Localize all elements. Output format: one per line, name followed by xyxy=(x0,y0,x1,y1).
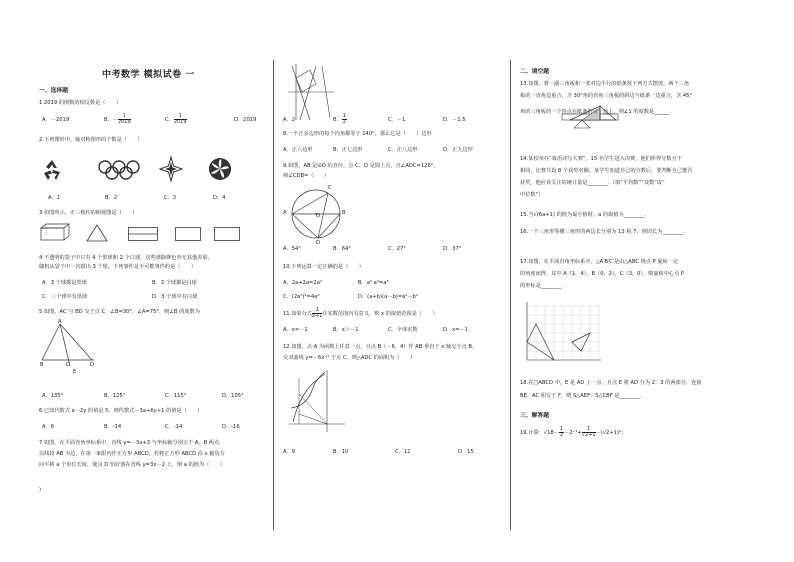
section-heading-fill-blank: 二、填空题 xyxy=(520,69,549,75)
q1-option-b xyxy=(104,114,131,125)
q5-option-d: D．105° xyxy=(222,393,244,399)
q7-option-a: A．2 xyxy=(283,117,296,123)
q8-option-d: D．正九边形 xyxy=(443,147,473,153)
question-15: 15.当√(6a+1) 的值为最小值时，a 的取值为________. xyxy=(520,212,647,218)
page-title: 中考数学 模拟试卷 一 xyxy=(102,70,195,80)
q6-option-d: D．-16 xyxy=(222,424,240,430)
q11-text-a: 11.如果分式 xyxy=(283,311,312,317)
q8-option-b: B．正七边形 xyxy=(333,147,363,153)
question-19 xyxy=(520,427,626,438)
q4-option-a: A．3 个球都是黑球 xyxy=(42,280,87,286)
q12-option-c: C．12 xyxy=(395,449,411,455)
q2-option-a: A．1 xyxy=(48,195,61,201)
q12-option-b: B．10 xyxy=(333,449,349,455)
q3-option-d-rectangle xyxy=(214,227,240,241)
q11-fraction: $\frac{1}{x+1}$ xyxy=(312,307,323,319)
q11-text-b: 在实数范围内有意义，则 x 的取值范围是（ ） xyxy=(322,311,438,317)
question-14-line-1: 14.某校举办“戏语诗写大赛”，15 名学生进入决赛，他们所得分数互不 xyxy=(520,156,682,162)
question-18-line-1: 18.在□ABCD 中，E 是 AD 上一点，且点 E 将 AD 分为 2：3 的两部分，连接 xyxy=(520,380,702,386)
q5-option-a: A．135° xyxy=(42,393,64,399)
q11-option-b: B．x＞－1 xyxy=(333,327,359,333)
question-9-line-2: 则∠CDB=（ ） xyxy=(283,173,330,179)
question-13-line-3: 角的三角板的一个顶点在纸条的另一边上，则∠1 的度数是______. xyxy=(520,109,672,115)
q1-option-a: A．－2019 xyxy=(42,117,70,123)
question-13-line-2: 板的一直角边重合，含 30°角的直角三角板的斜边与纸条一边重合，含 45° xyxy=(520,93,693,99)
q17-rotation-grid-figure xyxy=(523,300,603,366)
question-7-line-4: ) xyxy=(39,487,42,493)
q8-option-a: A．正六边形 xyxy=(283,147,313,153)
q5-label-d: D xyxy=(90,362,94,368)
q4-option-b: B．3 个球都是白球 xyxy=(152,280,197,286)
question-2: 2.下列图形中，轴对称图形的个数是（ ） xyxy=(39,137,143,143)
question-7-line-3: 向平移 a 个单位长度，使点 D 恰好落在直线 y=3x－2 上，则 a 的值为（ ） xyxy=(39,462,225,468)
q19-text-c: －(√2+1)⁰； xyxy=(595,430,627,436)
q4-option-c: C．三个球中有黑球 xyxy=(42,294,88,300)
question-13-line-1: 13.如图，将一副三角板和一张对边平行的纸条按下列方式摆放，两个三角 xyxy=(520,81,690,87)
q19-fraction-1: $\frac{1}{2}$ xyxy=(559,426,564,438)
q1-option-c xyxy=(165,114,187,125)
q7-option-c: C．－1 xyxy=(388,117,406,123)
q7-option-d: D．－1.5 xyxy=(443,117,466,123)
q5-label-e: E xyxy=(73,369,77,375)
bauhinia-flower-figure xyxy=(208,157,232,181)
triangular-prism-figure xyxy=(40,222,70,242)
question-11 xyxy=(283,308,438,319)
q5-option-b: B．125° xyxy=(104,393,126,399)
question-12-line-1: 12.如图，点 A 为函数上任意一点，且点 B（－6，4）作 AB 垂直于 x 轴交于点 B， xyxy=(283,344,478,350)
q9-label-o: O xyxy=(316,213,321,219)
q3-option-c-rectangle xyxy=(175,227,201,241)
column-separator-1 xyxy=(273,60,274,530)
question-17-line-2: 的角度而得，其中 A（1，4），B（0，2），C（3，0），则旋转中心点 P xyxy=(520,271,685,277)
question-7-line-1: 7.如图，在平面直角坐标系中，直线 y=－3x+3 与坐标轴分别交于 A、B 两点， xyxy=(39,440,225,446)
recycle-symbol-figure xyxy=(40,158,64,182)
q11-option-c: C．全体实数 xyxy=(388,327,418,333)
q1-option-b-fraction: $\frac{1}{2019}$ xyxy=(117,113,131,125)
question-4-line-1: 4.不透明的袋子中只有 4 个黑球和 2 个白球，这些球除颜色外无其他差别， xyxy=(39,255,213,261)
section-heading-solve: 三、解答题 xyxy=(520,413,549,419)
q1-option-d: D．2019 xyxy=(234,117,257,123)
q5-label-c: C xyxy=(66,362,70,368)
question-1: 1.2019 的倒数的相反数是（ ） xyxy=(39,100,122,106)
q4-option-d: D．3 个球中有白球 xyxy=(152,294,198,300)
q6-option-b: B．-14 xyxy=(104,424,122,430)
q1-option-c-label: C． xyxy=(165,117,174,123)
q9-label-b: B xyxy=(342,210,346,216)
q19-text-b: －2⁻¹+ xyxy=(564,430,582,436)
q11-option-d: D．x=－1 xyxy=(443,327,469,333)
q2-option-d: D．4 xyxy=(213,195,226,201)
q5-label-b: B xyxy=(40,362,44,368)
question-5: 5.如图，AC 与 BD 交于点 C，∠B=30°，∠A=75°，则∠B 的度数为 xyxy=(39,309,200,315)
q3-option-b-rectangle-split xyxy=(128,227,158,241)
question-18-line-2: BE、AC 相交于 F，则 S△AEF：S△CBF 是________. xyxy=(520,393,642,399)
question-12-line-2: 交双曲线 y=－6x⁻¹ 于点 C，则△ADC 的面积为（ ） xyxy=(283,355,416,361)
q9-label-a: A xyxy=(283,210,287,216)
q5-label-a: A xyxy=(58,319,62,325)
q7-option-b-fraction: $\frac{1}{2}$ xyxy=(342,113,346,125)
q11-option-a: A．x≠－1 xyxy=(283,327,308,333)
q19-text-a: 19.计算：√18－ xyxy=(520,430,559,436)
question-3: 3.如图所示，正三棱柱的俯视图是（ ） xyxy=(39,210,138,216)
olympic-rings-figure xyxy=(97,159,141,181)
question-14-line-2: 相同，比赛共设 8 个获奖名额，某学生知道自己的分数后，要判断自己能否 xyxy=(520,168,693,174)
question-14-line-3: 获奖，他应该关注的统计量是________.（填“平均数”“众数”或“ xyxy=(520,180,665,186)
question-14-line-4: 中位数”） xyxy=(520,192,544,198)
q9-option-a: A．54° xyxy=(283,246,301,252)
question-10: 10.下列运算一定正确的是（ ） xyxy=(283,264,364,270)
question-17-line-1: 17.如图，在平面直角坐标系中，△A′B′C′是由△ABC 绕点 P 旋转一定 xyxy=(520,259,679,265)
q3-option-a-triangle xyxy=(86,224,108,242)
q9-label-c: C xyxy=(328,185,332,191)
q6-option-c: C．-14 xyxy=(165,424,183,430)
q13-triangle-ruler-figure xyxy=(560,104,620,130)
question-6: 6.已知代数式 a－2y 的值是 5，则代数式－3a+6y+1 的值是（ ） xyxy=(39,408,203,414)
q9-option-d: D．37° xyxy=(443,246,462,252)
question-9-line-1: 9.如图，AB 是⊙O 的直径，点 C、D 是圆上点，且∠ADC=126°， xyxy=(283,163,439,169)
question-16: 16.一个三角形等腰三角形的两边长分别为 13 和 7，则周长为________. xyxy=(520,229,685,235)
q10-option-d: D．(a+b)(a－b)=a²－b² xyxy=(358,294,418,300)
q12-option-d: D．15 xyxy=(458,449,474,455)
q10-option-c: C．(2a³)²=4a⁶ xyxy=(283,294,320,300)
q19-fraction-2: $\frac{1}{√2+1}$ xyxy=(581,426,596,438)
q9-option-b: B．64° xyxy=(333,246,351,252)
q8-option-c: C．正八边形 xyxy=(388,147,418,153)
section-heading-choice: 一、选择题 xyxy=(39,88,68,94)
q1-option-c-fraction: $\frac{1}{2019}$ xyxy=(173,113,187,125)
question-17-line-3: 的坐标是________. xyxy=(520,283,564,289)
q9-label-d: D xyxy=(316,240,320,246)
q2-option-b: B．2 xyxy=(105,195,118,201)
compass-star-figure xyxy=(159,156,183,182)
question-4-line-2: 随机从袋子中一次摸出 3 个球，下列事件是不可能事件的是（ ） xyxy=(39,264,197,270)
question-8: 8.一个正多边形的每个内角都等于 140°，那么它是（ ）边形 xyxy=(283,131,432,137)
q1-option-b-label: B．－ xyxy=(104,117,118,123)
q10-option-a: A．2a+2a=2a² xyxy=(283,280,322,286)
q5-option-c: C．115° xyxy=(165,393,187,399)
q12-option-a: A．9 xyxy=(283,449,296,455)
q7-coordinate-figure xyxy=(286,62,336,122)
q6-option-a: A．6 xyxy=(42,424,55,430)
q12-hyperbola-figure xyxy=(287,368,347,434)
column-separator-2 xyxy=(510,60,511,530)
q5-angle-figure xyxy=(38,320,108,368)
question-7-line-2: 以线段 AB 为边，在第一象限内作正方形 ABCD，若将正方形 ABCD 沿 x 轴负方 xyxy=(39,451,225,457)
q9-option-c: C．27° xyxy=(388,246,407,252)
q2-option-c: C．3 xyxy=(164,195,177,201)
q7-option-b-label: B． xyxy=(333,117,342,123)
q7-option-b xyxy=(333,114,347,125)
q10-option-b: B．a²·a³=a⁶ xyxy=(358,280,389,286)
